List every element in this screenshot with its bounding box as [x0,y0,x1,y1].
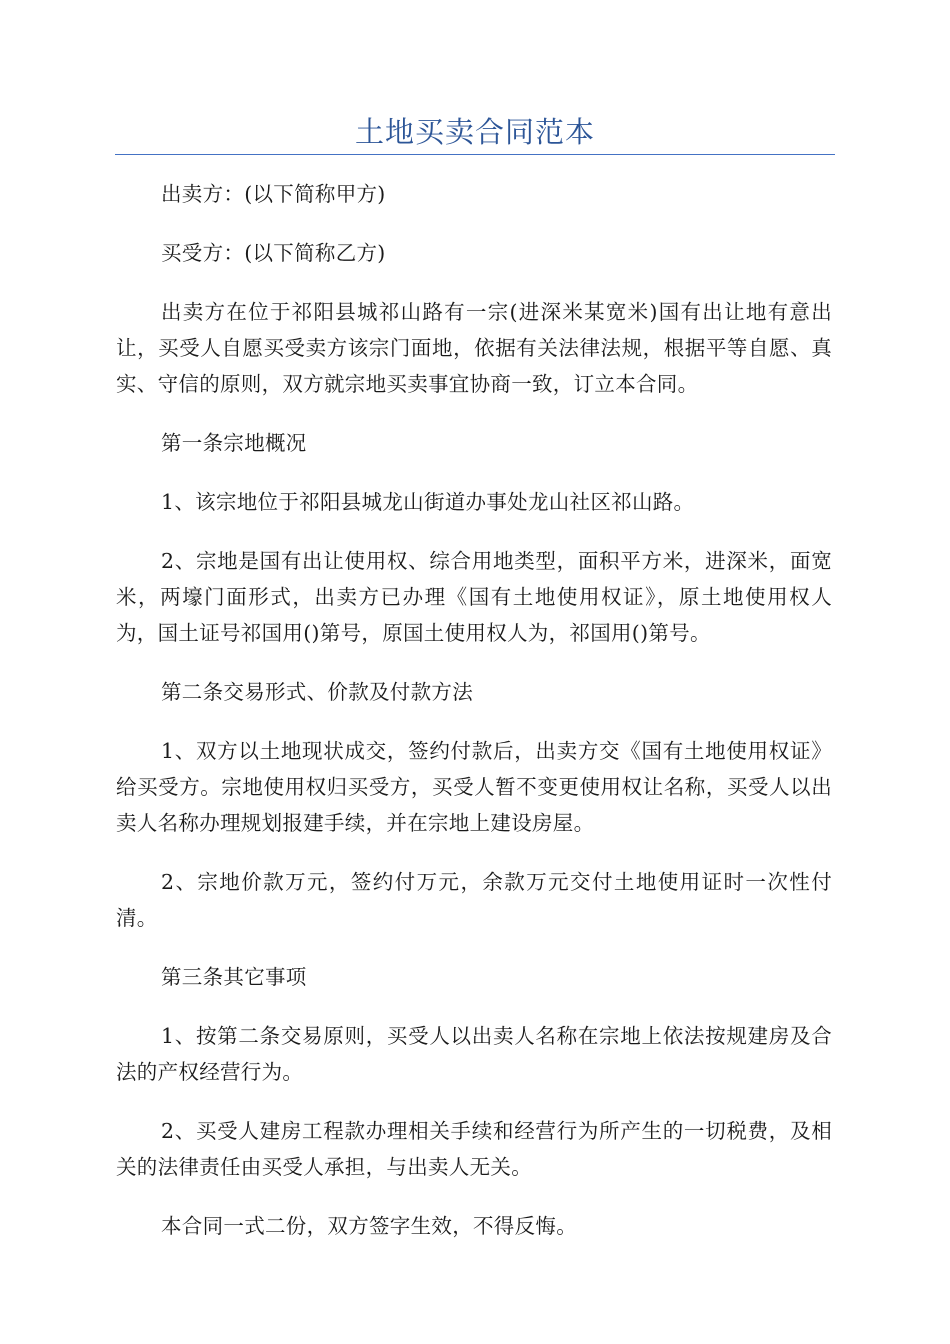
article-1-clause-1: 1、该宗地位于祁阳县城龙山街道办事处龙山社区祁山路。 [161,490,695,514]
article-1-heading: 第一条宗地概况 [161,431,307,455]
article-2-clause-1: 1、双方以土地现状成交，签约付款后，出卖方交《国有土地使用权证》给买受方。宗地使用权归买受方，买受人暂不变更使用权让名称，买受人以出卖人名称办理规划报建手续，并在宗地上建设房屋。 [116,739,832,835]
article-3-clause-2: 2、买受人建房工程款办理相关手续和经营行为所产生的一切税费，及相关的法律责任由买受人承担，与出卖人无关。 [116,1119,832,1179]
article-3-heading: 第三条其它事项 [161,965,307,989]
article-3-clause-1: 1、按第二条交易原则，买受人以出卖人名称在宗地上依法按规建房及合法的产权经营行为。 [116,1024,832,1084]
document-body [116,176,832,1267]
article-2-clause-2: 2、宗地价款万元，签约付万元，余款万元交付土地使用证时一次性付清。 [116,870,832,930]
article-1-clause-2: 2、宗地是国有出让使用权、综合用地类型，面积平方米，进深米，面宽米，两壕门面形式，出卖方已办理《国有土地使用权证》，原土地使用权人为，国土证号祁国用()第号，原国土使用权人为，祁国用()第号。 [116,549,832,645]
seller-line: 出卖方：(以下简称甲方) [161,182,386,206]
document-title: 土地买卖合同范本 [354,115,595,149]
title-underline [115,154,835,155]
preamble-paragraph: 出卖方在位于祁阳县城祁山路有一宗(进深米某宽米)国有出让地有意出让，买受人自愿买受卖方该宗门面地，依据有关法律法规，根据平等自愿、真实、守信的原则，双方就宗地买卖事宜协商一致，订立本合同。 [116,300,832,396]
closing-paragraph: 本合同一式二份，双方签字生效，不得反悔。 [161,1214,577,1238]
article-2-heading: 第二条交易形式、价款及付款方法 [161,680,473,704]
buyer-line: 买受方：(以下简称乙方) [161,241,386,265]
